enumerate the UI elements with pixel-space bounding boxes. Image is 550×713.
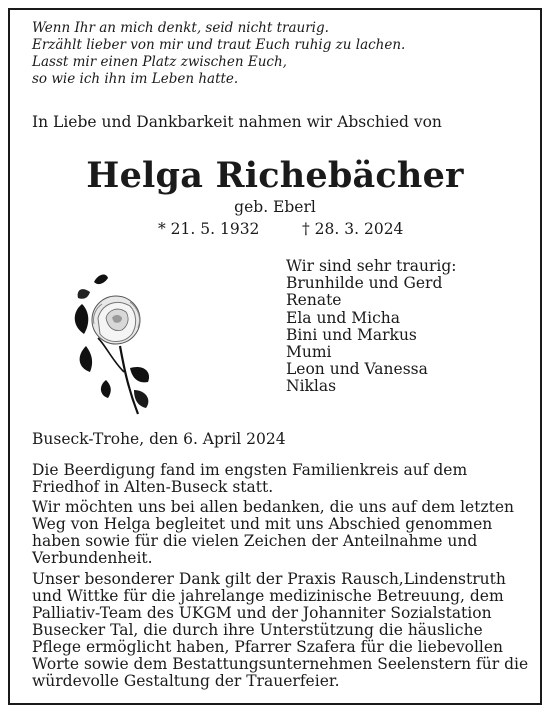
- text-line: Weg von Helga begleitet und mit uns Abschied genommen: [32, 515, 493, 534]
- text-line: haben sowie für die vielen Zeichen der Anteilnahme und: [32, 532, 478, 551]
- text-line: Worte sowie dem Bestattungsunternehmen Seelenstern für die: [32, 655, 529, 674]
- mourners-heading: Wir sind sehr traurig:: [286, 257, 457, 275]
- text-line: Wir möchten uns bei allen bedanken, die uns auf dem letzten: [32, 498, 515, 517]
- maiden-name: geb. Eberl: [234, 198, 316, 216]
- text-line: und Wittke für die jahrelange medizinische Betreuung, dem: [32, 586, 504, 605]
- mourner-name: Mumi: [286, 343, 332, 362]
- deceased-name: Helga Richebächer: [86, 155, 464, 196]
- poem: [32, 20, 512, 88]
- poem-line: so wie ich ihn im Leben hatte.: [32, 71, 239, 87]
- text-line: Verbundenheit.: [32, 549, 153, 568]
- text-line: Die Beerdigung fand im engsten Familienkreis auf dem: [32, 461, 468, 479]
- mourner-name: Brunhilde und Gerd: [286, 274, 443, 293]
- poem-line: Wenn Ihr an mich denkt, seid nicht traurig.: [32, 20, 329, 36]
- funeral-paragraph: [32, 462, 514, 496]
- death-date: † 28. 3. 2024: [302, 220, 404, 238]
- place-date: Buseck-Trohe, den 6. April 2024: [32, 430, 286, 448]
- text-line: Friedhof in Alten-Buseck statt.: [32, 478, 274, 497]
- text-line: Palliativ-Team des UKGM und der Johanniter Sozialstation: [32, 603, 492, 622]
- text-line: Busecker Tal, die durch ihre Unterstützung die häusliche: [32, 620, 483, 639]
- intro-text: In Liebe und Dankbarkeit nahmen wir Abschied von: [32, 113, 442, 131]
- text-line: Pflege ermöglicht haben, Pfarrer Szafera für die liebevollen: [32, 637, 504, 656]
- mourner-name: Ela und Micha: [286, 308, 400, 327]
- mourner-name: Renate: [286, 291, 342, 310]
- body-text: [32, 461, 529, 693]
- poem-line: Lasst mir einen Platz zwischen Euch,: [32, 54, 287, 70]
- obituary-notice: [8, 8, 542, 705]
- birth-date: * 21. 5. 1932: [158, 220, 260, 238]
- mourner-name: Niklas: [286, 377, 337, 396]
- poem-line: Erzählt lieber von mir und traut Euch ruhig zu lachen.: [32, 37, 406, 53]
- mourner-name: Leon und Vanessa: [286, 360, 428, 379]
- mourners-list: [286, 258, 457, 396]
- rose-icon: [68, 268, 168, 418]
- thanks-paragraph: [32, 499, 514, 567]
- text-line: Unser besonderer Dank gilt der Praxis Rausch,Lindenstruth: [32, 569, 506, 588]
- text-line: würdevolle Gestaltung der Trauerfeier.: [32, 672, 340, 691]
- mourner-name: Bini und Markus: [286, 325, 417, 344]
- special-thanks-paragraph: [32, 569, 529, 691]
